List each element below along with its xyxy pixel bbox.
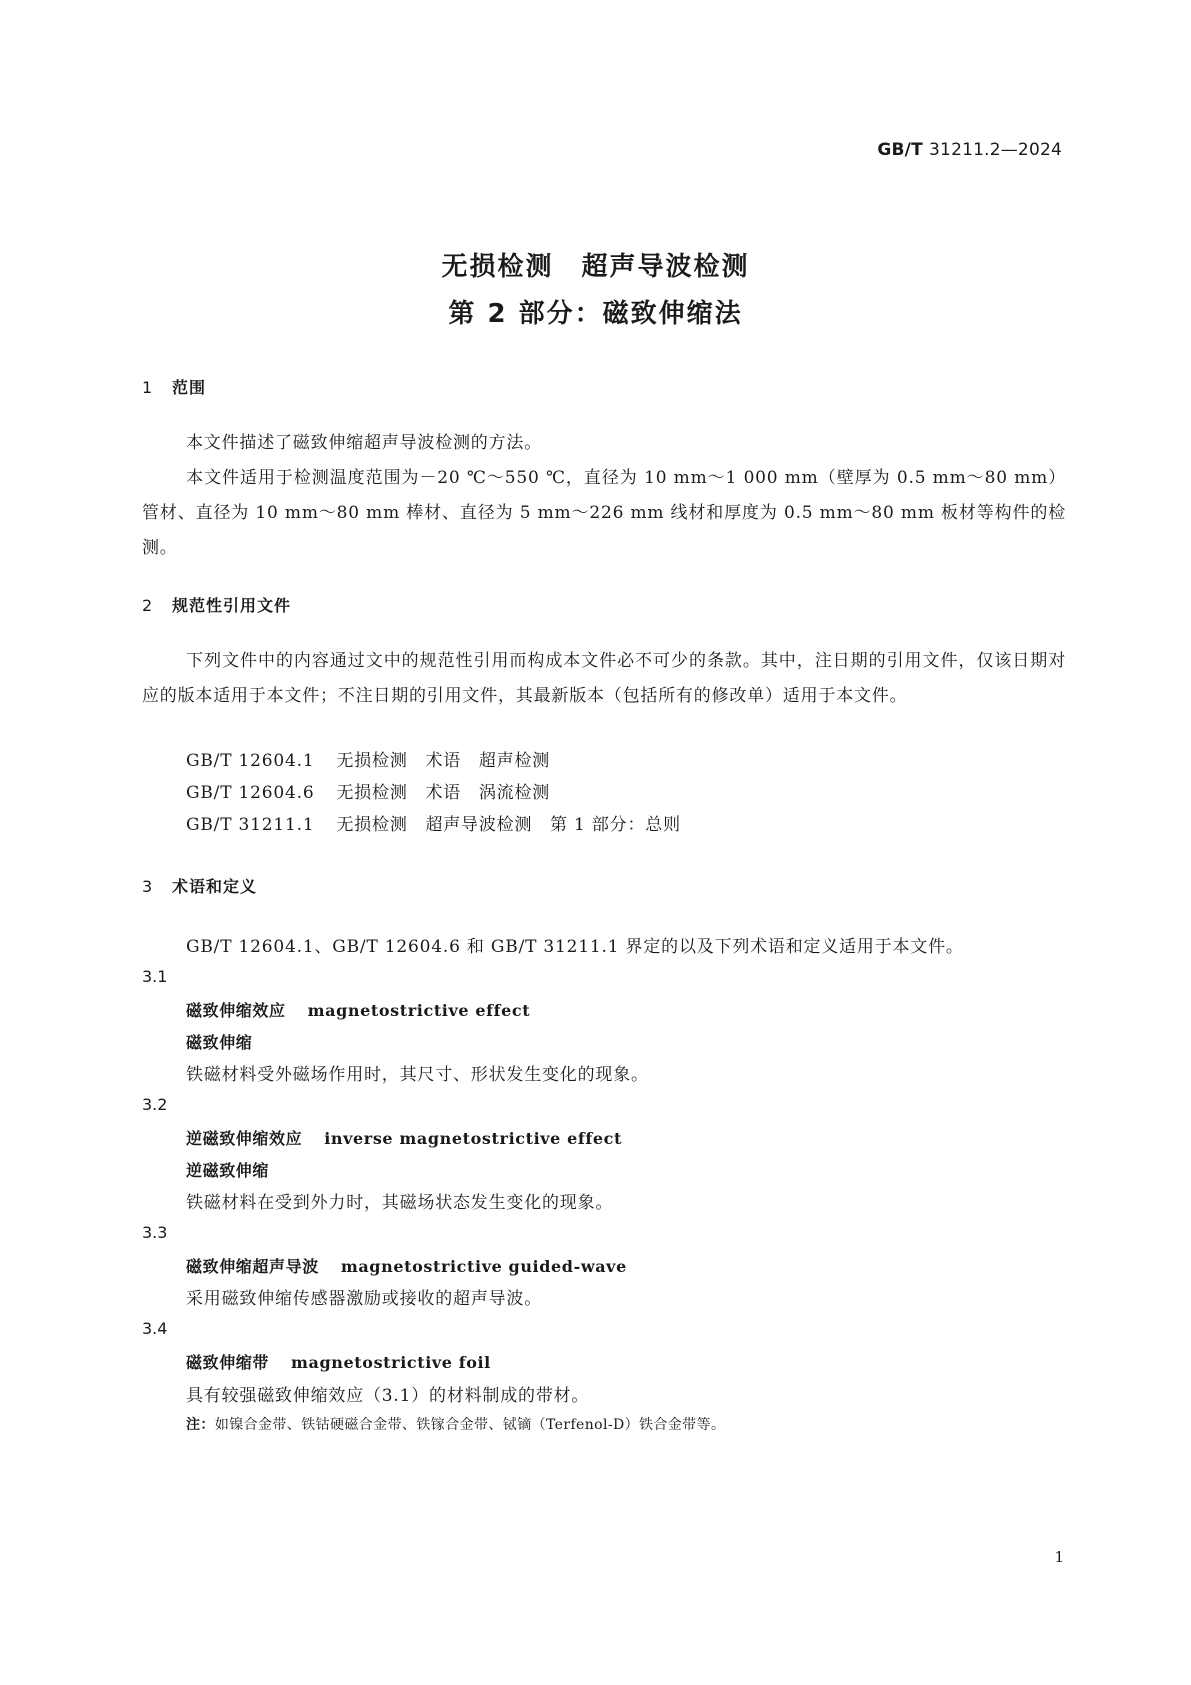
- term-number: 3.3: [142, 1223, 168, 1242]
- document-title: 无损检测 超声导波检测: [441, 252, 750, 282]
- term-admitted: 磁致伸缩: [186, 1033, 253, 1052]
- scope-paragraph-1: 本文件描述了磁致伸缩超声导波检测的方法。: [186, 433, 542, 453]
- reference-item: [186, 746, 572, 771]
- reference-item: [186, 810, 703, 835]
- section-title: 范围: [172, 378, 207, 397]
- standard-code: 31211.2—2024: [929, 140, 1062, 160]
- section-heading-scope: [142, 375, 206, 398]
- term-entry: [186, 1350, 491, 1373]
- note-label: 注：: [186, 1417, 215, 1433]
- reference-item: [186, 778, 572, 803]
- section-number: 1: [142, 378, 154, 397]
- scope-paragraph-2: 本文件适用于检测温度范围为－20 ℃～550 ℃，直径为 10 mm～1 000 mm（壁厚为 0.5 mm～80 mm）管材、直径为 10 mm～80 mm 棒材、直径为 5 mm～226 mm 线材和厚度为 0.5 mm～80 mm 板材等构件的检测。: [142, 468, 1066, 558]
- term-entry: [186, 998, 530, 1021]
- section-title: 规范性引用文件: [172, 596, 292, 615]
- term-note: [186, 1414, 725, 1434]
- term-zh: 磁致伸缩带: [186, 1353, 270, 1372]
- term-zh: 磁致伸缩效应: [186, 1001, 286, 1020]
- term-definition: 具有较强磁致伸缩效应（3.1）的材料制成的带材。: [186, 1386, 590, 1406]
- term-en: magnetostrictive effect: [307, 1001, 531, 1020]
- term-number: 3.2: [142, 1095, 168, 1114]
- section-title: 术语和定义: [172, 877, 258, 896]
- terms-intro: GB/T 12604.1、GB/T 12604.6 和 GB/T 31211.1 界定的以及下列术语和定义适用于本文件。: [186, 937, 964, 957]
- term-zh: 磁致伸缩超声导波: [186, 1257, 319, 1276]
- reference-title: 无损检测 术语 涡流检测: [336, 783, 551, 803]
- note-text: 如镍合金带、铁钴硬磁合金带、铁镓合金带、铽镝（Terfenol-D）铁合金带等。: [214, 1417, 726, 1433]
- section-number: 2: [142, 596, 154, 615]
- page-number: 1: [1054, 1548, 1064, 1566]
- term-zh: 逆磁致伸缩效应: [186, 1129, 303, 1148]
- section-heading-normative-references: [142, 593, 291, 616]
- reference-code: GB/T 31211.1: [186, 815, 315, 835]
- term-definition: 铁磁材料受外磁场作用时，其尺寸、形状发生变化的现象。: [186, 1065, 649, 1085]
- standard-prefix: GB/T: [877, 140, 923, 160]
- term-en: magnetostrictive guided-wave: [340, 1257, 627, 1276]
- document-subtitle: 第 2 部分：磁致伸缩法: [448, 299, 743, 329]
- term-entry: [186, 1254, 627, 1277]
- term-number: 3.4: [142, 1319, 168, 1338]
- reference-title: 无损检测 超声导波检测 第 1 部分：总则: [336, 815, 681, 835]
- term-admitted: 逆磁致伸缩: [186, 1161, 270, 1180]
- term-number: 3.1: [142, 967, 168, 986]
- reference-title: 无损检测 术语 超声检测: [336, 751, 551, 771]
- normative-references-paragraph: 下列文件中的内容通过文中的规范性引用而构成本文件必不可少的条款。其中，注日期的引用文件，仅该日期对应的版本适用于本文件；不注日期的引用文件，其最新版本（包括所有的修改单）适用于本文件。: [142, 651, 1066, 706]
- term-en: inverse magnetostrictive effect: [324, 1129, 622, 1148]
- term-definition: 铁磁材料在受到外力时，其磁场状态发生变化的现象。: [186, 1193, 614, 1213]
- standard-number: [760, 140, 1062, 160]
- term-en: magnetostrictive foil: [291, 1353, 491, 1372]
- reference-code: GB/T 12604.1: [186, 751, 315, 771]
- reference-code: GB/T 12604.6: [186, 783, 315, 803]
- section-number: 3: [142, 877, 154, 896]
- term-definition: 采用磁致伸缩传感器激励或接收的超声导波。: [186, 1289, 542, 1309]
- term-entry: [186, 1126, 622, 1149]
- section-heading-terms-and-definitions: [142, 874, 257, 897]
